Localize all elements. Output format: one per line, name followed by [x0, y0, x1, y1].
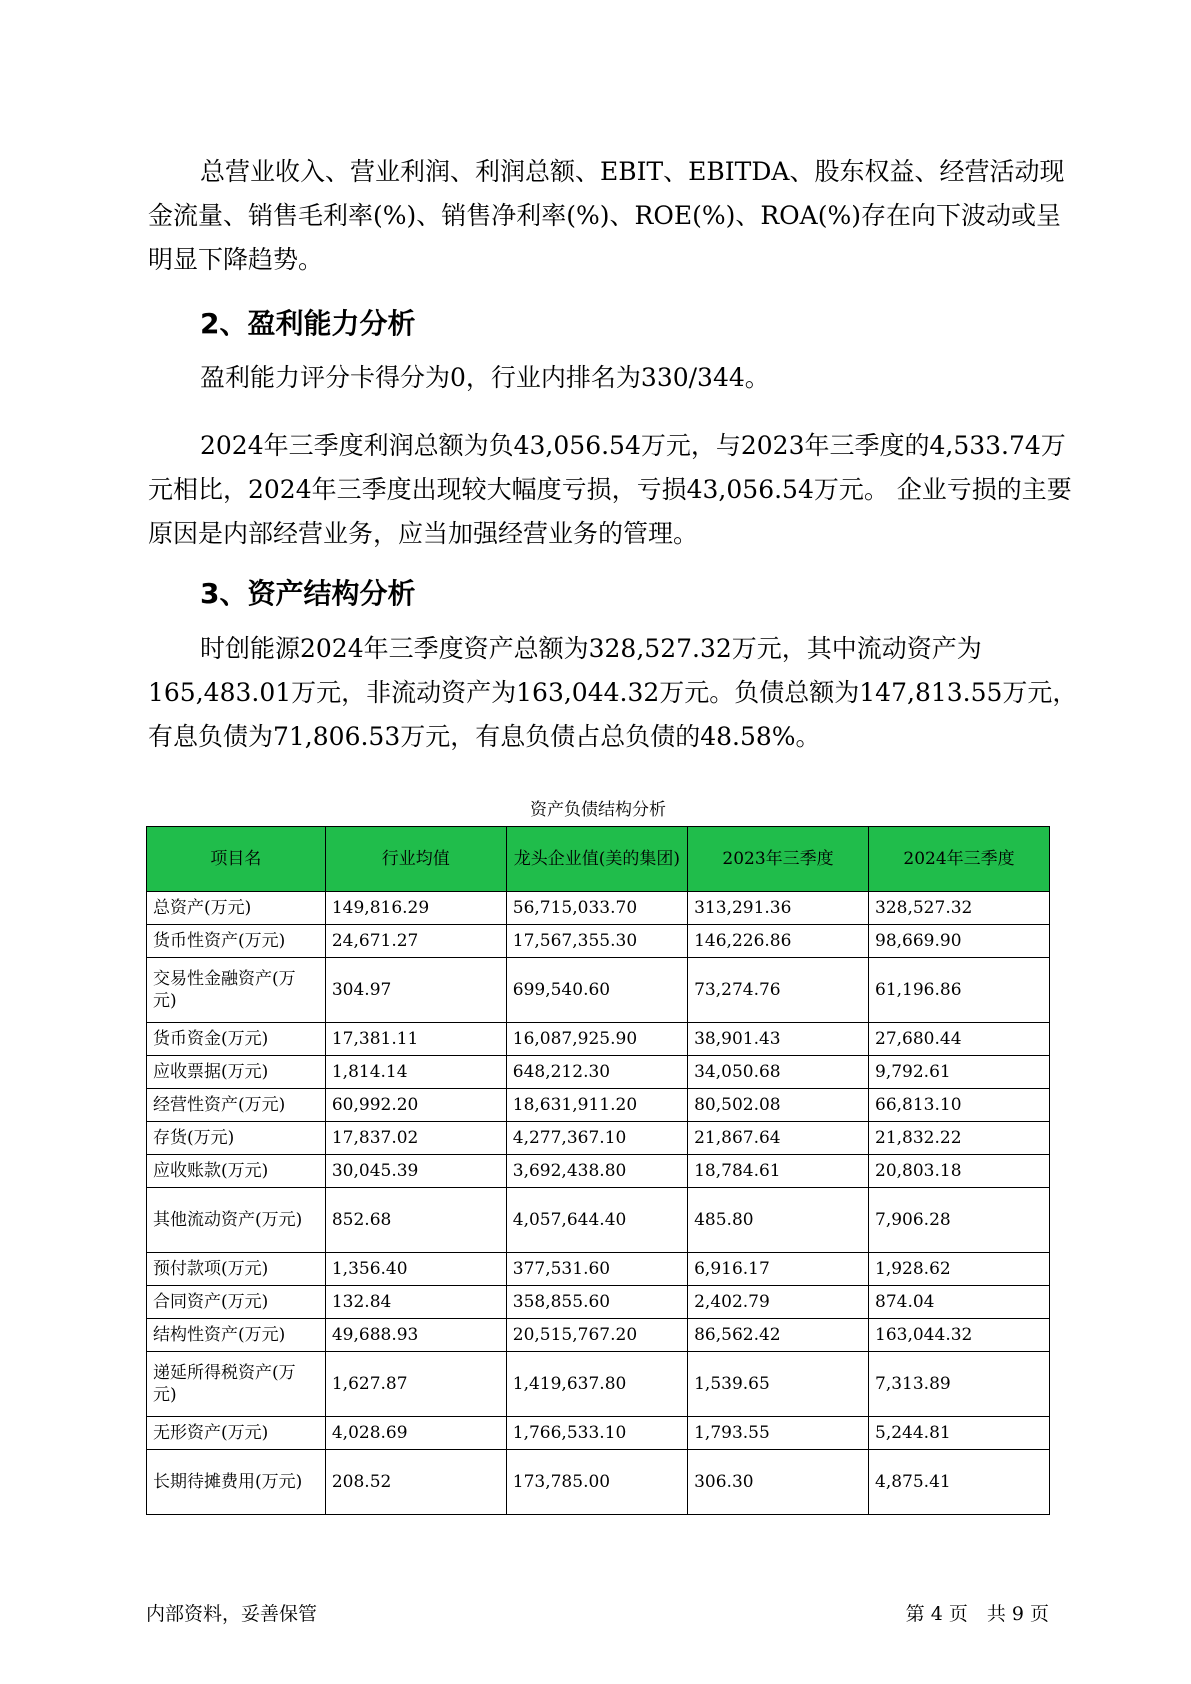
table-row [147, 1056, 1050, 1089]
row-label-cell: 存货(万元) [147, 1122, 326, 1155]
paragraph-profit-loss: 2024年三季度利润总额为负43,056.54万元，与2023年三季度的4,533.74万元相比，2024年三季度出现较大幅度亏损，亏损43,056.54万元。 企业亏损的主要原因是内部经营业务，应当加强经营业务的管理。 [148, 431, 1072, 548]
table-row [147, 1253, 1050, 1286]
value-cell: 485.80 [688, 1188, 869, 1253]
value-cell: 313,291.36 [688, 892, 869, 925]
table-row [147, 1352, 1050, 1417]
value-cell: 304.97 [325, 958, 506, 1023]
value-cell: 60,992.20 [325, 1089, 506, 1122]
paragraph-asset-summary: 时创能源2024年三季度资产总额为328,527.32万元，其中流动资产为165,483.01万元，非流动资产为163,044.32万元。负债总额为147,813.55万元，有息负债为71,806.53万元，有息负债占总负债的48.58%。 [148, 634, 1078, 751]
footer-confidential: 内部资料，妥善保管 [146, 1603, 318, 1625]
row-label-cell: 无形资产(万元) [147, 1417, 326, 1450]
value-cell: 17,381.11 [325, 1023, 506, 1056]
value-cell: 146,226.86 [688, 925, 869, 958]
value-cell: 16,087,925.90 [506, 1023, 687, 1056]
table-row [147, 1023, 1050, 1056]
table-row [147, 1155, 1050, 1188]
row-label-cell: 其他流动资产(万元) [147, 1188, 326, 1253]
value-cell: 18,631,911.20 [506, 1089, 687, 1122]
value-cell: 328,527.32 [869, 892, 1050, 925]
value-cell: 1,814.14 [325, 1056, 506, 1089]
value-cell: 4,028.69 [325, 1417, 506, 1450]
heading-asset-structure: 3、资产结构分析 [200, 577, 416, 610]
value-cell: 20,803.18 [869, 1155, 1050, 1188]
value-cell: 208.52 [325, 1450, 506, 1515]
value-cell: 17,567,355.30 [506, 925, 687, 958]
table-row [147, 1319, 1050, 1352]
value-cell: 21,832.22 [869, 1122, 1050, 1155]
paragraph-trend: 总营业收入、营业利润、利润总额、EBIT、EBITDA、股东权益、经营活动现金流量、销售毛利率(%)、销售净利率(%)、ROE(%)、ROA(%)存在向下波动或呈明显下降趋势。 [148, 157, 1065, 274]
value-cell: 699,540.60 [506, 958, 687, 1023]
value-cell: 73,274.76 [688, 958, 869, 1023]
row-label-cell: 预付款项(万元) [147, 1253, 326, 1286]
value-cell: 648,212.30 [506, 1056, 687, 1089]
value-cell: 149,816.29 [325, 892, 506, 925]
value-cell: 61,196.86 [869, 958, 1050, 1023]
table-row [147, 1089, 1050, 1122]
header-2023-q3: 2023年三季度 [688, 827, 869, 892]
value-cell: 5,244.81 [869, 1417, 1050, 1450]
value-cell: 38,901.43 [688, 1023, 869, 1056]
value-cell: 173,785.00 [506, 1450, 687, 1515]
value-cell: 27,680.44 [869, 1023, 1050, 1056]
value-cell: 3,692,438.80 [506, 1155, 687, 1188]
table-row [147, 1188, 1050, 1253]
value-cell: 874.04 [869, 1286, 1050, 1319]
value-cell: 34,050.68 [688, 1056, 869, 1089]
row-label-cell: 交易性金融资产(万元) [147, 958, 326, 1023]
row-label-cell: 应收票据(万元) [147, 1056, 326, 1089]
value-cell: 132.84 [325, 1286, 506, 1319]
value-cell: 30,045.39 [325, 1155, 506, 1188]
value-cell: 1,766,533.10 [506, 1417, 687, 1450]
value-cell: 7,906.28 [869, 1188, 1050, 1253]
asset-structure-table [146, 826, 1050, 1515]
header-industry-avg: 行业均值 [325, 827, 506, 892]
row-label-cell: 总资产(万元) [147, 892, 326, 925]
value-cell: 4,057,644.40 [506, 1188, 687, 1253]
row-label-cell: 货币资金(万元) [147, 1023, 326, 1056]
row-label-cell: 长期待摊费用(万元) [147, 1450, 326, 1515]
value-cell: 7,313.89 [869, 1352, 1050, 1417]
table-row [147, 892, 1050, 925]
row-label-cell: 货币性资产(万元) [147, 925, 326, 958]
row-label-cell: 合同资产(万元) [147, 1286, 326, 1319]
value-cell: 1,793.55 [688, 1417, 869, 1450]
value-cell: 98,669.90 [869, 925, 1050, 958]
value-cell: 306.30 [688, 1450, 869, 1515]
value-cell: 1,627.87 [325, 1352, 506, 1417]
row-label-cell: 结构性资产(万元) [147, 1319, 326, 1352]
table-row [147, 1417, 1050, 1450]
value-cell: 1,539.65 [688, 1352, 869, 1417]
value-cell: 4,875.41 [869, 1450, 1050, 1515]
value-cell: 358,855.60 [506, 1286, 687, 1319]
value-cell: 4,277,367.10 [506, 1122, 687, 1155]
row-label-cell: 经营性资产(万元) [147, 1089, 326, 1122]
value-cell: 56,715,033.70 [506, 892, 687, 925]
value-cell: 24,671.27 [325, 925, 506, 958]
footer-page-number: 第 4 页 共 9 页 [905, 1603, 1049, 1625]
value-cell: 80,502.08 [688, 1089, 869, 1122]
value-cell: 1,419,637.80 [506, 1352, 687, 1417]
table-row [147, 1122, 1050, 1155]
header-2024-q3: 2024年三季度 [869, 827, 1050, 892]
value-cell: 377,531.60 [506, 1253, 687, 1286]
table-body [147, 892, 1050, 1515]
value-cell: 1,928.62 [869, 1253, 1050, 1286]
value-cell: 2,402.79 [688, 1286, 869, 1319]
value-cell: 17,837.02 [325, 1122, 506, 1155]
value-cell: 21,867.64 [688, 1122, 869, 1155]
header-leader-value: 龙头企业值(美的集团) [506, 827, 687, 892]
value-cell: 852.68 [325, 1188, 506, 1253]
value-cell: 49,688.93 [325, 1319, 506, 1352]
table-row [147, 1286, 1050, 1319]
row-label-cell: 应收账款(万元) [147, 1155, 326, 1188]
table-caption: 资产负债结构分析 [530, 800, 666, 820]
header-item-name: 项目名 [147, 827, 326, 892]
table-row [147, 925, 1050, 958]
value-cell: 9,792.61 [869, 1056, 1050, 1089]
value-cell: 163,044.32 [869, 1319, 1050, 1352]
table-row [147, 1450, 1050, 1515]
paragraph-profit-score: 盈利能力评分卡得分为0，行业内排名为330/344。 [200, 363, 770, 392]
value-cell: 6,916.17 [688, 1253, 869, 1286]
heading-profitability: 2、盈利能力分析 [200, 307, 416, 340]
row-label-cell: 递延所得税资产(万元) [147, 1352, 326, 1417]
value-cell: 66,813.10 [869, 1089, 1050, 1122]
table-row [147, 958, 1050, 1023]
table-header-row [147, 827, 1050, 892]
value-cell: 18,784.61 [688, 1155, 869, 1188]
value-cell: 20,515,767.20 [506, 1319, 687, 1352]
value-cell: 86,562.42 [688, 1319, 869, 1352]
value-cell: 1,356.40 [325, 1253, 506, 1286]
